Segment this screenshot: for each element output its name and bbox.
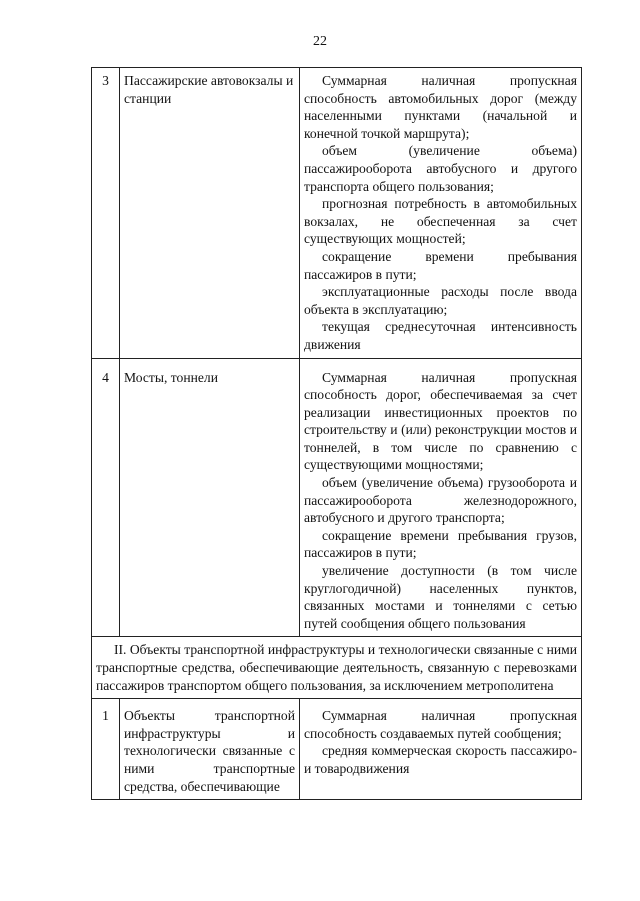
criterion: прогнозная потребность в автомобильных вокзалах, не обеспеченная за счет существующих мощностей; bbox=[304, 196, 577, 247]
table-row bbox=[92, 699, 582, 800]
object-type: Мосты, тоннели bbox=[120, 358, 300, 637]
section-heading: II. Объекты транспортной инфраструктуры и технологически связанные с ними транспортные средства, обеспечивающие деятельность, связанную с перевозками пассажиров транспортом общего пользования, за исключением метрополитена bbox=[96, 642, 577, 693]
table-row bbox=[92, 68, 582, 359]
criterion: Суммарная наличная пропускная способность автомобильных дорог (между населенными пунктами (начальной и конечной точкой маршрута); bbox=[304, 73, 577, 141]
criterion: увеличение доступности (в том числе круглогодичной) населенных пунктов, связанных мостами и тоннелями с сетью путей сообщения общего пользования bbox=[304, 563, 577, 631]
criterion: текущая среднесуточная интенсивность движения bbox=[304, 319, 577, 352]
row-number: 4 bbox=[92, 358, 120, 637]
section-heading-cell bbox=[92, 637, 582, 699]
criterion: объем (увеличение объема) грузооборота и пассажирооборота железнодорожного, автобусного и другого транспорта; bbox=[304, 475, 577, 526]
row-number: 1 bbox=[92, 699, 120, 800]
criterion: средняя коммерческая скорость пассажиро- и товародвижения bbox=[304, 743, 577, 776]
row-number: 3 bbox=[92, 68, 120, 359]
criterion: эксплуатационные расходы после ввода объекта в эксплуатацию; bbox=[304, 284, 577, 317]
page-number: 22 bbox=[313, 34, 327, 49]
criteria-cell bbox=[300, 68, 582, 359]
criteria-cell bbox=[300, 358, 582, 637]
object-type: Объекты транспортной инфраструктуры и технологически связанные с ними транспортные средства, обеспечивающие bbox=[120, 699, 300, 800]
criterion: сокращение времени пребывания пассажиров в пути; bbox=[304, 248, 577, 282]
table-row bbox=[92, 358, 582, 637]
criterion: Суммарная наличная пропускная способность дорог, обеспечиваемая за счет реализации инвестиционных проектов по строительству и (или) реконструкции мостов и тоннелей, в том числе по сравнению с существующими мощностями; bbox=[304, 369, 577, 473]
object-type: Пассажирские автовокзалы и станции bbox=[120, 68, 300, 359]
criteria-table bbox=[91, 67, 582, 800]
criterion: объем (увеличение объема) пассажирооборота автобусного и другого транспорта общего пользования; bbox=[304, 143, 577, 194]
criteria-cell bbox=[300, 699, 582, 800]
criterion: Суммарная наличная пропускная способность создаваемых путей сообщения; bbox=[304, 708, 577, 741]
criterion: сокращение времени пребывания грузов, пассажиров в пути; bbox=[304, 527, 577, 561]
section-row bbox=[92, 637, 582, 699]
